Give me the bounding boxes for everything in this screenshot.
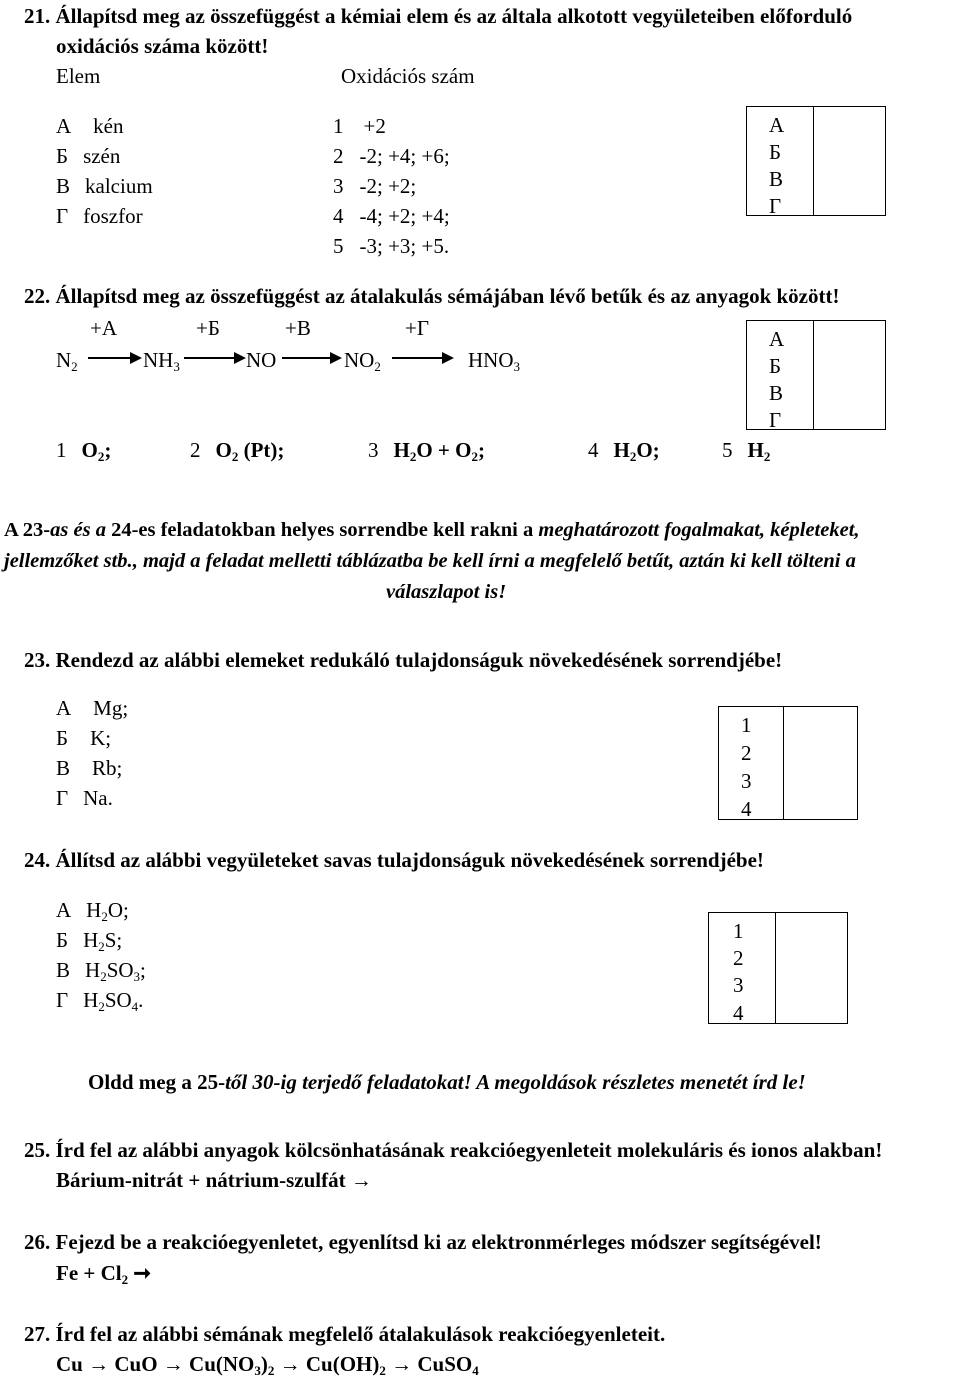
q25-title: 25. Írd fel az alábbi anyagok kölcsönhatásának reakcióegyenleteit molekuláris és ionos alakban! <box>24 1138 883 1162</box>
q22-step-c: +В <box>285 316 311 340</box>
q22-title: 22. Állapítsd meg az összefüggést az átalakulás sémájában lévő betűk és az anyagok között! <box>24 284 840 308</box>
q21-col-ox: Oxidációs szám <box>341 64 475 88</box>
q24-answer-table[interactable] <box>708 912 848 1024</box>
q23-title: 23. Rendezd az alábbi elemeket redukáló tulajdonságuk növekedésének sorrendjébe! <box>24 648 783 672</box>
q24-item-b: Б $H_2S$; <box>56 928 123 954</box>
q21-answer-b: Б <box>769 140 782 164</box>
q22-reagent-1: 1 $O_2$; <box>56 438 112 464</box>
instructions-line-2: jellemzőket stb., majd a feladat melletti táblázatba be kell írni a megfelelő betűt, aztán ki kell tölteni a <box>4 550 856 572</box>
q23-answer-table[interactable] <box>718 706 858 820</box>
q21-elem-a: А kén <box>56 114 124 138</box>
q23-item-c: В Rb; <box>56 756 123 780</box>
q21-opt-3: 3 -2; +2; <box>333 174 417 198</box>
q21-opt-2: 2 -2; +4; +6; <box>333 144 450 168</box>
q23-answer-1: 1 <box>741 713 752 737</box>
q22-step-b: +Б <box>196 316 220 340</box>
q23-answer-3: 3 <box>741 769 752 793</box>
q22-chain-nh3: $NH_3$ <box>143 348 180 374</box>
q26-equation: $Fe + Cl_2$ ➞ <box>56 1261 151 1287</box>
q24-answer-2: 2 <box>733 946 744 970</box>
q23-item-b: Б K; <box>56 726 112 750</box>
q21-answer-table[interactable] <box>746 106 886 216</box>
q21-elem-c: В kalcium <box>56 174 153 198</box>
q21-title: 21. Állapítsd meg az összefüggést a kémiai elem és az általa alkotott vegyületeiben előforduló <box>24 4 853 28</box>
q21-opt-5: 5 -3; +3; +5. <box>333 234 450 258</box>
q24-answer-divider <box>775 913 776 1023</box>
q21-opt-4: 4 -4; +2; +4; <box>333 204 450 228</box>
q23-item-d: Г Na. <box>56 786 113 810</box>
q24-item-a: А $H_2O$; <box>56 898 129 924</box>
q27-equation: Cu → CuO → $Cu(NO_3)_2 \to Cu(OH)_2$ → CuSO$_4$ <box>56 1352 479 1378</box>
q22-arrow-1 <box>88 357 140 359</box>
q25-equation: Bárium-nitrát + nátrium-szulfát → <box>56 1168 372 1192</box>
q24-answer-3: 3 <box>733 973 744 997</box>
q23-answer-4: 4 <box>741 797 752 821</box>
q22-arrow-3 <box>282 357 340 359</box>
q21-elem-d: Г foszfor <box>56 204 143 228</box>
q22-answer-c: В <box>769 381 784 405</box>
q22-arrow-4 <box>392 357 452 359</box>
solve-note: Oldd meg a 25-től 30-ig terjedő feladatokat! A megoldások részletes menetét írd le! <box>88 1070 806 1094</box>
q22-reagent-4: 4 $H_2O$; <box>588 438 660 464</box>
q23-answer-2: 2 <box>741 741 752 765</box>
q22-chain-hno3: $HNO_3$ <box>468 348 520 374</box>
q21-answer-divider <box>813 107 814 215</box>
q22-chain-no2: $NO_2$ <box>344 348 381 374</box>
q21-col-elem: Elem <box>56 64 101 88</box>
q27-title: 27. Írd fel az alábbi sémának megfelelő átalakulások reakcióegyenleteit. <box>24 1322 666 1346</box>
q22-step-d: +Г <box>405 316 429 340</box>
q22-reagent-5: 5 $H_2$ <box>722 438 771 464</box>
q22-arrow-2 <box>184 357 244 359</box>
q21-opt-1: 1 +2 <box>333 114 386 138</box>
q22-chain-n2: $N_2$ <box>56 348 78 374</box>
q21-title-cont: oxidációs száma között! <box>56 34 269 58</box>
q24-answer-4: 4 <box>733 1001 744 1025</box>
q26-title: 26. Fejezd be a reakcióegyenletet, egyenlítsd ki az elektronmérleges módszer segítségével! <box>24 1230 822 1254</box>
q24-answer-1: 1 <box>733 919 744 943</box>
q22-step-a: +А <box>90 316 118 340</box>
q22-answer-b: Б <box>769 354 782 378</box>
q22-answer-a: А <box>769 327 785 351</box>
q22-chain-no: NO <box>246 348 277 372</box>
q22-answer-divider <box>813 321 814 429</box>
q22-reagent-2: 2 $O_2$ (Pt); <box>190 438 285 464</box>
q21-answer-c: В <box>769 167 784 191</box>
q22-reagent-3: 3 $H_2O + O_2$; <box>368 438 485 464</box>
q21-answer-d: Г <box>769 194 782 218</box>
q23-item-a: А Mg; <box>56 696 129 720</box>
q24-title: 24. Állítsd az alábbi vegyületeket savas tulajdonságuk növekedésének sorrendjébe! <box>24 848 764 872</box>
q21-elem-b: Б szén <box>56 144 121 168</box>
instructions-line-1: A 23-as és a 24-es feladatokban helyes sorrendbe kell rakni a meghatározott fogalmakat, képleteket, <box>4 519 860 541</box>
q24-item-d: Г $H_2SO_4$. <box>56 988 144 1014</box>
q22-answer-table[interactable] <box>746 320 886 430</box>
arrow-icon: ➞ <box>133 1261 151 1285</box>
q23-answer-divider <box>783 707 784 819</box>
instructions-line-3: válaszlapot is! <box>386 581 507 603</box>
q22-answer-d: Г <box>769 408 782 432</box>
q24-item-c: В $H_2SO_3$; <box>56 958 146 984</box>
q21-answer-a: А <box>769 113 785 137</box>
